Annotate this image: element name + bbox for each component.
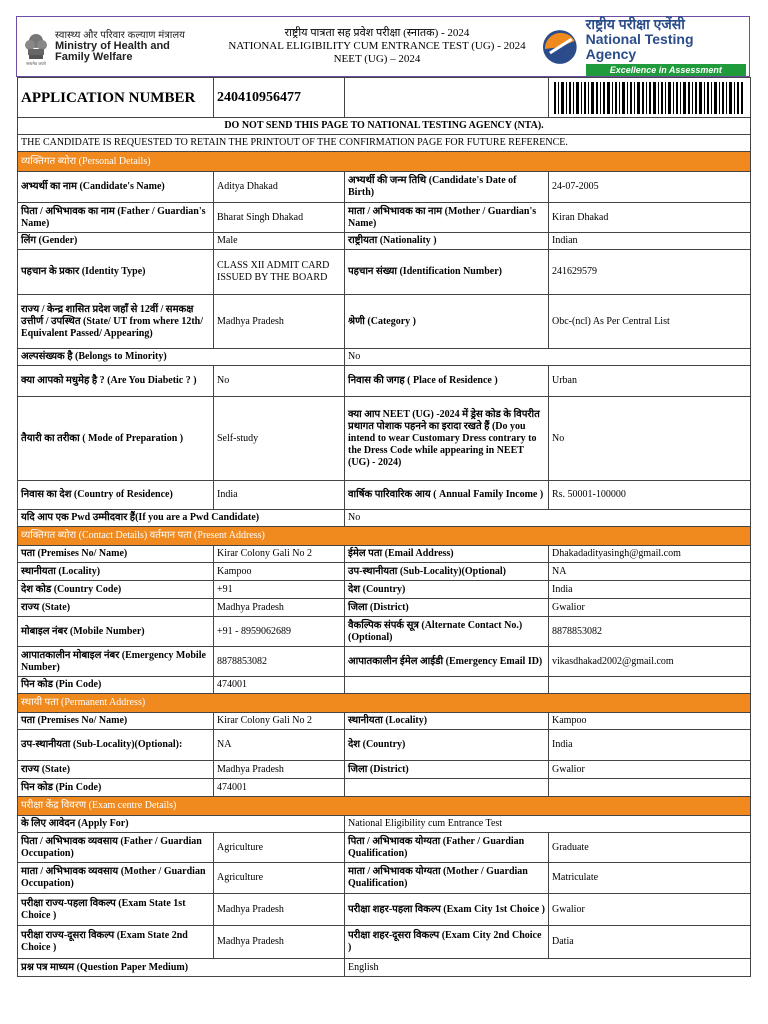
section-contact-title: व्यक्तिगत ब्योरा (Contact Details) वर्तमान पता (Present Address)	[18, 527, 751, 546]
country-residence-value: India	[214, 481, 345, 510]
paper-medium-label: प्रश्न पत्र माध्यम (Question Paper Medium)	[18, 959, 345, 977]
minority-value: No	[345, 349, 751, 366]
preparation-label: तैयारी का तरीका ( Mode of Preparation )	[18, 397, 214, 481]
income-value: Rs. 50001-100000	[549, 481, 751, 510]
emergency-email-value: vikasdhakad2002@gmail.com	[549, 647, 751, 677]
locality-value: Kampoo	[214, 563, 345, 581]
perm-premises-value: Kirar Colony Gali No 2	[214, 713, 345, 730]
section-permanent-title: स्थायी पता (Permanent Address)	[18, 694, 751, 713]
nationality-label: राष्ट्रीयता (Nationality )	[345, 233, 549, 250]
country-value: India	[549, 581, 751, 599]
perm-sublocality-value: NA	[214, 730, 345, 761]
blank-cell	[549, 677, 751, 694]
exam-state-2-label: परीक्षा राज्य-दूसरा विकल्प (Exam State 2nd Choice )	[18, 926, 214, 959]
exam-city-1-label: परीक्षा शहर-पहला विकल्प (Exam City 1st Choice )	[345, 894, 549, 926]
emergency-email-label: आपातकालीन ईमेल आईडी (Emergency Email ID)	[345, 647, 549, 677]
table-row	[18, 349, 751, 366]
state-label: राज्य (State)	[18, 599, 214, 617]
mother-qualification-value: Matriculate	[549, 863, 751, 894]
category-value: Obc-(ncl) As Per Central List	[549, 295, 751, 349]
father-qualification-label: पिता / अभिभावक योग्यता (Father / Guardian Qualification)	[345, 833, 549, 863]
perm-district-value: Gwalior	[549, 761, 751, 779]
mother-occupation-label: माता / अभिभावक व्यवसाय (Mother / Guardian Occupation)	[18, 863, 214, 894]
perm-pin-value: 474001	[214, 779, 345, 797]
residence-label: निवास की जगह ( Place of Residence )	[345, 366, 549, 397]
ministry-hindi: स्वास्थ्य और परिवार कल्याण मंत्रालय	[55, 29, 185, 41]
nationality-value: Indian	[549, 233, 751, 250]
pin-code-value: 474001	[214, 677, 345, 694]
perm-locality-value: Kampoo	[549, 713, 751, 730]
diabetic-value: No	[214, 366, 345, 397]
section-permanent	[18, 694, 751, 713]
table-row	[18, 713, 751, 730]
table-row	[18, 295, 751, 349]
father-qualification-value: Graduate	[549, 833, 751, 863]
gender-value: Male	[214, 233, 345, 250]
dob-label: अभ्यर्थी की जन्म तिथि (Candidate's Date of Birth)	[345, 172, 549, 203]
section-personal	[18, 152, 751, 172]
emblem-caption: सत्यमेव जयते	[26, 60, 46, 66]
page-header	[16, 16, 750, 77]
table-row	[18, 647, 751, 677]
dress-code-value: No	[549, 397, 751, 481]
emergency-mobile-label: आपातकालीन मोबाइल नंबर (Emergency Mobile Number)	[18, 647, 214, 677]
state-value: Madhya Pradesh	[214, 599, 345, 617]
paper-medium-value: English	[345, 959, 751, 977]
table-row	[18, 481, 751, 510]
ministry-en-line1: Ministry of Health and	[55, 39, 170, 52]
table-row	[18, 617, 751, 647]
diabetic-label: क्या आपको मधुमेह है ? (Are You Diabetic ? )	[18, 366, 214, 397]
country-residence-label: निवास का देश (Country of Residence)	[18, 481, 214, 510]
perm-state-label: राज्य (State)	[18, 761, 214, 779]
table-row	[18, 397, 751, 481]
residence-value: Urban	[549, 366, 751, 397]
dress-code-label: क्या आप NEET (UG) -2024 में ड्रेस कोड के विपरीत प्रथागत पोशाक पहनने का इरादा रखते हैं (Do you intend to wear Customary Dress contrary to the Dress Code while appearing in NEET (UG) - 2024)	[345, 397, 549, 481]
father-occupation-value: Agriculture	[214, 833, 345, 863]
exam-city-2-label: परीक्षा शहर-दूसरा विकल्प (Exam City 2nd Choice )	[345, 926, 549, 959]
pwd-value: No	[345, 510, 751, 527]
barcode-icon	[552, 81, 744, 115]
table-row	[18, 761, 751, 779]
exam-title-en: NATIONAL ELIGIBILITY CUM ENTRANCE TEST (UG) - 2024	[228, 40, 526, 52]
sublocality-label: उप-स्थानीयता (Sub-Locality)(Optional)	[345, 563, 549, 581]
table-row	[18, 599, 751, 617]
income-label: वार्षिक पारिवारिक आय ( Annual Family Income )	[345, 481, 549, 510]
ministry-block	[17, 27, 222, 67]
table-row	[18, 581, 751, 599]
national-emblem-icon	[23, 27, 49, 67]
application-number-label: APPLICATION NUMBER	[18, 78, 214, 118]
table-row	[18, 233, 751, 250]
candidate-name-value: Aditya Dhakad	[214, 172, 345, 203]
mobile-label: मोबाइल नंबर (Mobile Number)	[18, 617, 214, 647]
identity-type-value: CLASS XII ADMIT CARD ISSUED BY THE BOARD	[214, 250, 345, 295]
locality-label: स्थानीयता (Locality)	[18, 563, 214, 581]
notice-row-1	[18, 118, 751, 135]
identification-number-value: 241629579	[549, 250, 751, 295]
emergency-mobile-value: 8878853082	[214, 647, 345, 677]
exam-state-2-value: Madhya Pradesh	[214, 926, 345, 959]
exam-state-1-label: परीक्षा राज्य-पहला विकल्प (Exam State 1st Choice )	[18, 894, 214, 926]
table-row	[18, 779, 751, 797]
exam-state-1-value: Madhya Pradesh	[214, 894, 345, 926]
table-row	[18, 833, 751, 863]
identity-type-label: पहचान के प्रकार (Identity Type)	[18, 250, 214, 295]
perm-premises-label: पता (Premises No/ Name)	[18, 713, 214, 730]
exam-city-2-value: Datia	[549, 926, 751, 959]
notice-row-2	[18, 135, 751, 152]
section-exam	[18, 797, 751, 816]
identification-number-label: पहचान संख्या (Identification Number)	[345, 250, 549, 295]
table-row	[18, 959, 751, 977]
perm-district-label: जिला (District)	[345, 761, 549, 779]
nta-logo-icon	[540, 27, 580, 67]
district-value: Gwalior	[549, 599, 751, 617]
table-row	[18, 172, 751, 203]
barcode	[549, 78, 751, 118]
state-12th-value: Madhya Pradesh	[214, 295, 345, 349]
pin-code-label: पिन कोड (Pin Code)	[18, 677, 214, 694]
table-row	[18, 546, 751, 563]
preparation-value: Self-study	[214, 397, 345, 481]
exam-title-hindi: राष्ट्रीय पात्रता सह प्रवेश परीक्षा (स्नातक) - 2024	[284, 27, 470, 39]
table-row	[18, 563, 751, 581]
dob-value: 24-07-2005	[549, 172, 751, 203]
nta-tagline: Excellence in Assessment	[586, 64, 746, 76]
mother-name-value: Kiran Dhakad	[549, 203, 751, 233]
email-value: Dhakadadityasingh@gmail.com	[549, 546, 751, 563]
state-12th-label: राज्य / केन्द्र शासित प्रदेश जहाँ से 12वीं / समकक्ष उत्तीर्ण / उपस्थित (State/ UT from where 12th/ Equivalent Passed/ Appearing)	[18, 295, 214, 349]
category-label: श्रेणी (Category )	[345, 295, 549, 349]
application-number: 240410956477	[214, 78, 345, 118]
exam-city-1-value: Gwalior	[549, 894, 751, 926]
blank-cell	[345, 779, 549, 797]
father-name-value: Bharat Singh Dhakad	[214, 203, 345, 233]
section-exam-title: परीक्षा केंद्र विवरण (Exam centre Details)	[18, 797, 751, 816]
table-row	[18, 250, 751, 295]
email-label: ईमेल पता (Email Address)	[345, 546, 549, 563]
confirmation-table	[17, 77, 751, 977]
table-row	[18, 816, 751, 833]
application-blank	[345, 78, 549, 118]
mobile-value: +91 - 8959062689	[214, 617, 345, 647]
nta-en: National Testing Agency	[585, 31, 694, 62]
nta-block	[540, 17, 746, 76]
table-row	[18, 677, 751, 694]
perm-pin-label: पिन कोड (Pin Code)	[18, 779, 214, 797]
perm-locality-label: स्थानीयता (Locality)	[345, 713, 549, 730]
table-row	[18, 863, 751, 894]
table-row	[18, 730, 751, 761]
mother-qualification-label: माता / अभिभावक योग्यता (Mother / Guardian Qualification)	[345, 863, 549, 894]
notice-do-not-send: DO NOT SEND THIS PAGE TO NATIONAL TESTING AGENCY (NTA).	[18, 118, 751, 135]
alternate-contact-value: 8878853082	[549, 617, 751, 647]
country-code-label: देश कोड (Country Code)	[18, 581, 214, 599]
district-label: जिला (District)	[345, 599, 549, 617]
country-code-value: +91	[214, 581, 345, 599]
premises-value: Kirar Colony Gali No 2	[214, 546, 345, 563]
table-row	[18, 894, 751, 926]
perm-sublocality-label: उप-स्थानीयता (Sub-Locality)(Optional):	[18, 730, 214, 761]
father-occupation-label: पिता / अभिभावक व्यवसाय (Father / Guardian Occupation)	[18, 833, 214, 863]
table-row	[18, 510, 751, 527]
table-row	[18, 926, 751, 959]
blank-cell	[549, 779, 751, 797]
application-row	[18, 78, 751, 118]
notice-retain: THE CANDIDATE IS REQUESTED TO RETAIN THE PRINTOUT OF THE CONFIRMATION PAGE FOR FUTURE REFERENCE.	[18, 135, 751, 152]
father-name-label: पिता / अभिभावक का नाम (Father / Guardian's Name)	[18, 203, 214, 233]
nta-hindi: राष्ट्रीय परीक्षा एजेंसी	[585, 16, 685, 32]
apply-for-label: के लिए आवेदन (Apply For)	[18, 816, 345, 833]
perm-country-value: India	[549, 730, 751, 761]
country-label: देश (Country)	[345, 581, 549, 599]
perm-state-value: Madhya Pradesh	[214, 761, 345, 779]
sublocality-value: NA	[549, 563, 751, 581]
minority-label: अल्पसंख्यक है (Belongs to Minority)	[18, 349, 345, 366]
gender-label: लिंग (Gender)	[18, 233, 214, 250]
candidate-name-label: अभ्यर्थी का नाम (Candidate's Name)	[18, 172, 214, 203]
table-row	[18, 366, 751, 397]
alternate-contact-label: वैकल्पिक संपर्क सूत्र (Alternate Contact No.) (Optional)	[345, 617, 549, 647]
section-personal-title: व्यक्तिगत ब्योरा (Personal Details)	[18, 152, 751, 172]
blank-cell	[345, 677, 549, 694]
mother-name-label: माता / अभिभावक का नाम (Mother / Guardian's Name)	[345, 203, 549, 233]
table-row	[18, 203, 751, 233]
perm-country-label: देश (Country)	[345, 730, 549, 761]
mother-occupation-value: Agriculture	[214, 863, 345, 894]
apply-for-value: National Eligibility cum Entrance Test	[345, 816, 751, 833]
ministry-en-line2: Family Welfare	[55, 50, 133, 63]
premises-label: पता (Premises No/ Name)	[18, 546, 214, 563]
exam-title-short: NEET (UG) – 2024	[333, 53, 421, 65]
section-contact	[18, 527, 751, 546]
exam-title	[222, 27, 532, 66]
pwd-label: यदि आप एक Pwd उम्मीदवार हैं(If you are a Pwd Candidate)	[18, 510, 345, 527]
